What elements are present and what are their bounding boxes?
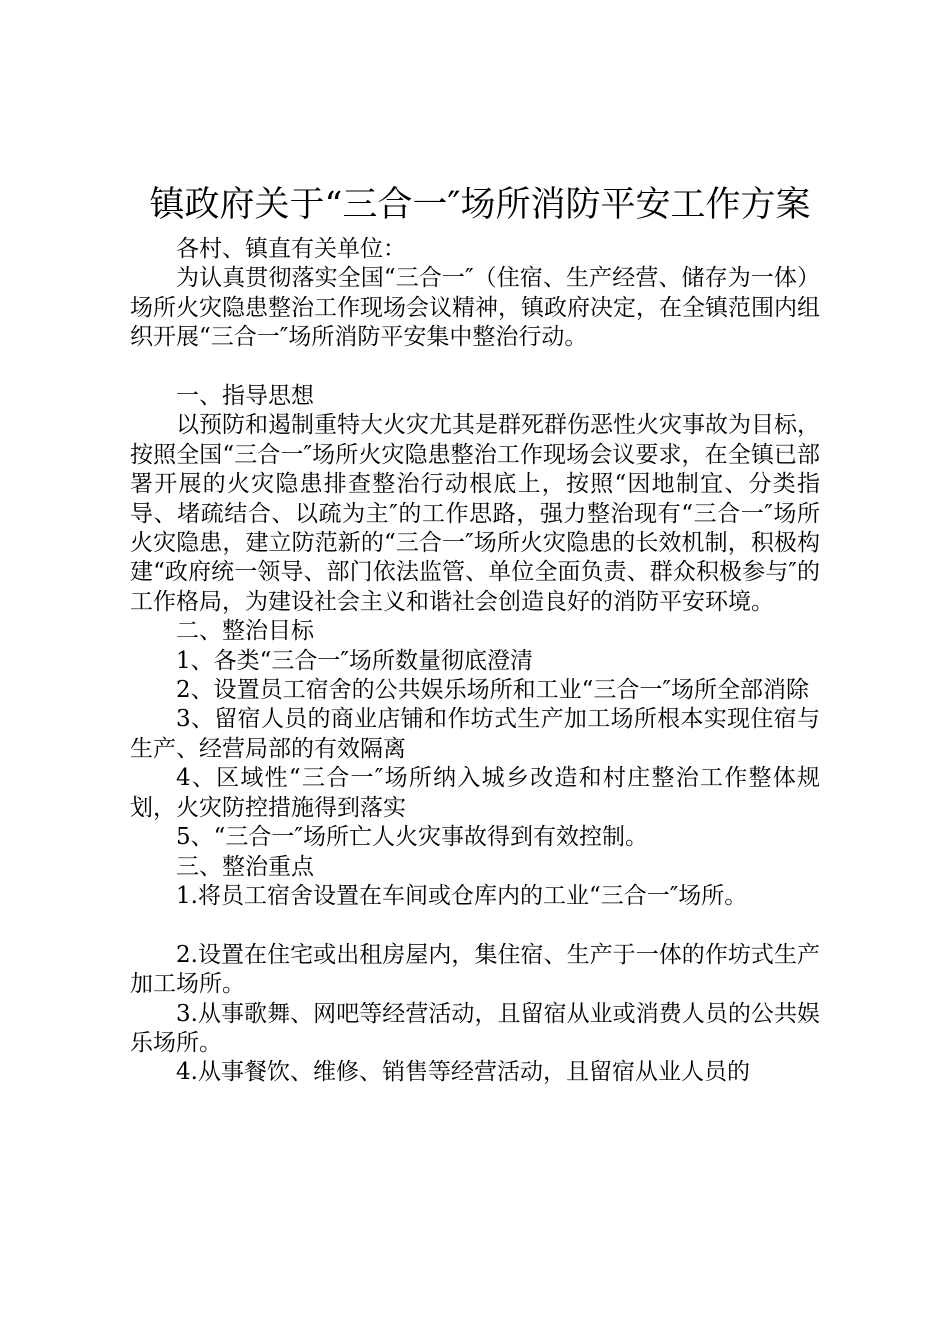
focus-item-1: 1.将员工宿舍设置在车间或仓库内的工业“三合一″场所。 <box>176 882 748 909</box>
section-heading-focus: 三、整治重点 <box>176 853 314 880</box>
goal-item-1: 1、各类“三合一″场所数量彻底澄清 <box>176 647 533 674</box>
guiding-paragraph: 以预防和遏制重特大火灾尤其是群死群伤恶性火灾事故为目标，按照全国“三合一″场所火灾隐患整治工作现场会议要求，在全镇已部署开展的火灾隐患排查整治行动根底上，按照“因地制宜、分类指导、堵疏结合、以疏为主″的工作思路，强力整治现有“三合一″场所火灾隐患，建立防范新的“三合一″场所火灾隐患的长效机制，积极构建“政府统一领导、部门依法监管、单位全面负责、群众积极参与″的工作格局，为建设社会主义和谐社会创造良好的消防平安环境。 <box>130 412 820 615</box>
paragraph-gap <box>130 911 820 940</box>
goal-item-4: 4、区域性“三合一″场所纳入城乡改造和村庄整治工作整体规划，火灾防控措施得到落实 <box>130 765 820 821</box>
focus-item-2: 2.设置在住宅或出租房屋内，集住宿、生产于一体的作坊式生产加工场所。 <box>130 941 820 998</box>
focus-item-4: 4.从事餐饮、维修、销售等经营活动，且留宿从业人员的 <box>176 1059 750 1086</box>
goal-item-5: 5、“三合一″场所亡人火灾事故得到有效控制。 <box>176 824 648 851</box>
goal-item-2: 2、设置员工宿舍的公共娱乐场所和工业“三合一″场所全部消除 <box>176 677 809 704</box>
section-heading-goals: 二、整治目标 <box>176 618 314 645</box>
section-heading-guiding: 一、指导思想 <box>176 383 314 410</box>
focus-item-3: 3.从事歌舞、网吧等经营活动，且留宿从业或消费人员的公共娱乐场所。 <box>130 1000 820 1056</box>
salutation: 各村、镇直有关单位： <box>176 236 406 262</box>
intro-paragraph: 为认真贯彻落实全国“三合一″（住宿、生产经营、储存为一体）场所火灾隐患整治工作现场会议精神，镇政府决定，在全镇范围内组织开展“三合一″场所消防平安集中整治行动。 <box>130 265 820 351</box>
paragraph-gap <box>130 353 820 382</box>
document-title: 镇政府关于“三合一″场所消防平安工作方案 <box>149 185 811 225</box>
goal-item-3: 3、留宿人员的商业店铺和作坊式生产加工场所根本实现住宿与生产、经营局部的有效隔离 <box>130 706 820 762</box>
document-body <box>130 235 820 1088</box>
